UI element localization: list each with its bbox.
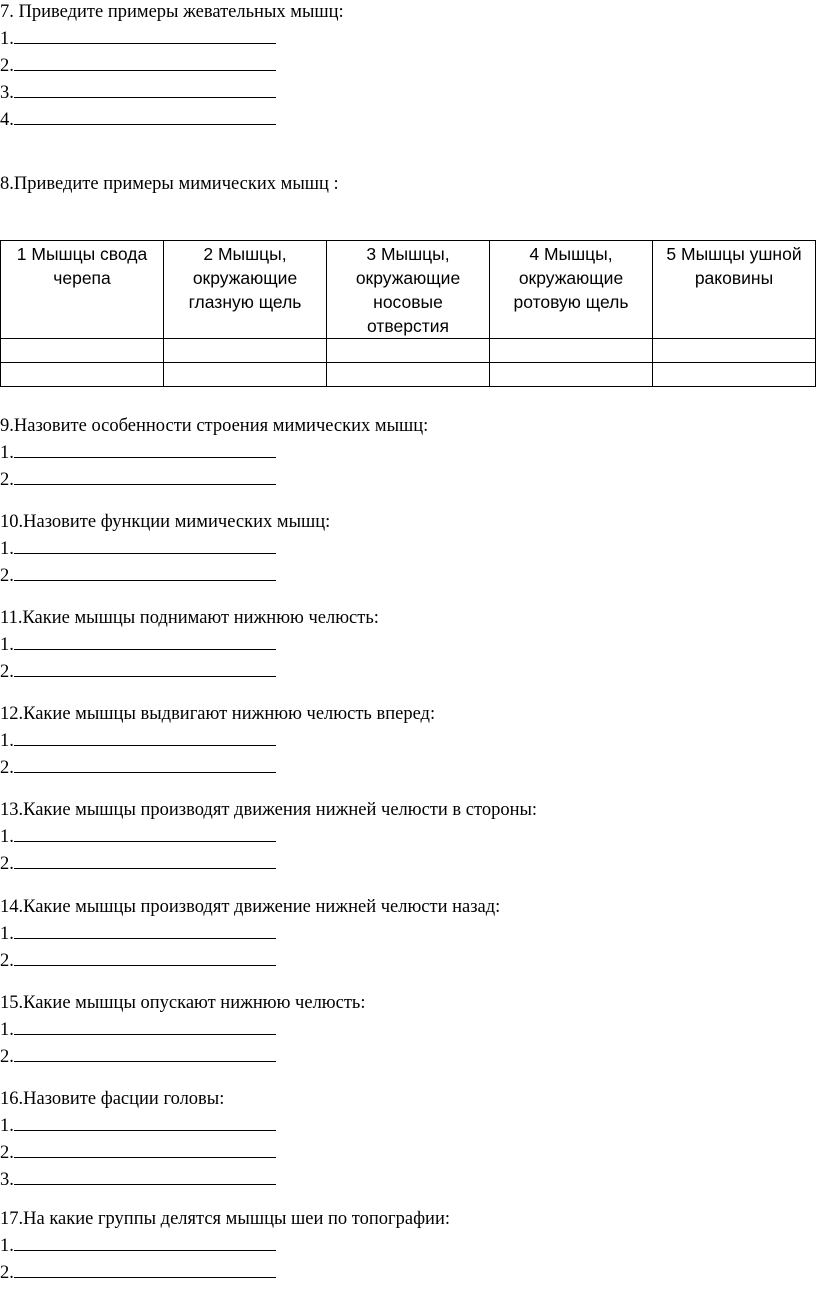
table-cell[interactable]: [164, 339, 327, 363]
question-9: [0, 414, 428, 492]
answer-line[interactable]: 1.: [0, 919, 500, 946]
answer-line[interactable]: 2.: [0, 561, 330, 588]
table-header-cell: 3 Мышцы, окружающие носовые отверстия: [327, 241, 490, 339]
mimic-muscles-table: [0, 240, 816, 387]
answer-line[interactable]: 1.: [0, 822, 537, 849]
answer-line[interactable]: 2.: [0, 946, 500, 973]
answer-line[interactable]: 2.: [0, 1258, 450, 1285]
table-cell[interactable]: [327, 339, 490, 363]
answer-line[interactable]: 3.: [0, 1165, 276, 1192]
question-15-title: 15.Какие мышцы опускают нижнюю челюсть:: [0, 993, 366, 1013]
table-cell[interactable]: [327, 363, 490, 387]
answer-line[interactable]: 2.: [0, 465, 428, 492]
answer-line[interactable]: 1.: [0, 1111, 276, 1138]
table-cell[interactable]: [490, 339, 653, 363]
table-cell[interactable]: [164, 363, 327, 387]
question-12: [0, 702, 435, 780]
table-cell[interactable]: [1, 363, 164, 387]
answer-line[interactable]: 2.: [0, 657, 379, 684]
question-10-title: 10.Назовите функции мимических мышц:: [0, 512, 331, 532]
question-7: [0, 0, 344, 132]
question-11: [0, 606, 379, 684]
answer-line[interactable]: 1.: [0, 726, 435, 753]
table-cell[interactable]: [1, 339, 164, 363]
question-14: [0, 895, 500, 973]
question-17: [0, 1207, 450, 1285]
answer-line[interactable]: 2.: [0, 1138, 276, 1165]
table-header-row: [1, 241, 816, 339]
table-row: [1, 339, 816, 363]
question-8: [0, 172, 339, 196]
question-16-title: 16.Назовите фасции головы:: [0, 1089, 225, 1109]
table-row: [1, 363, 816, 387]
answer-line[interactable]: 1.: [0, 1231, 450, 1258]
answer-line[interactable]: 2.: [0, 51, 344, 78]
table-header-cell: 4 Мышцы, окружающие ротовую щель: [490, 241, 653, 339]
answer-line[interactable]: 1.: [0, 1015, 366, 1042]
question-13-title: 13.Какие мышцы производят движения нижней челюсти в стороны:: [0, 800, 538, 820]
question-14-title: 14.Какие мышцы производят движение нижней челюсти назад:: [0, 897, 501, 917]
answer-line[interactable]: 2.: [0, 753, 435, 780]
answer-line[interactable]: 2.: [0, 1042, 366, 1069]
question-9-title: 9.Назовите особенности строения мимических мышц:: [0, 416, 429, 436]
table-header-cell: 5 Мышцы ушной раковины: [653, 241, 816, 339]
answer-line[interactable]: 2.: [0, 849, 537, 876]
answer-line[interactable]: 1.: [0, 630, 379, 657]
question-17-title: 17.На какие группы делятся мышцы шеи по топографии:: [0, 1209, 450, 1229]
question-13: [0, 798, 537, 876]
table-header-cell: 2 Мышцы, окружающие глазную щель: [164, 241, 327, 339]
table-cell[interactable]: [653, 339, 816, 363]
answer-line[interactable]: 1.: [0, 438, 428, 465]
question-12-title: 12.Какие мышцы выдвигают нижнюю челюсть вперед:: [0, 704, 436, 724]
question-10: [0, 510, 330, 588]
table-header-cell: 1 Мышцы свода черепа: [1, 241, 164, 339]
table-cell[interactable]: [653, 363, 816, 387]
answer-line[interactable]: 4.: [0, 105, 344, 132]
table-cell[interactable]: [490, 363, 653, 387]
answer-line[interactable]: 1.: [0, 24, 344, 51]
question-15: [0, 991, 366, 1069]
question-11-title: 11.Какие мышцы поднимают нижнюю челюсть:: [0, 608, 379, 628]
question-8-title: 8.Приведите примеры мимических мышц :: [0, 174, 339, 194]
answer-line[interactable]: 1.: [0, 534, 330, 561]
question-16: [0, 1087, 276, 1192]
question-7-title: 7. Приведите примеры жевательных мышц:: [0, 2, 344, 22]
answer-line[interactable]: 3.: [0, 78, 344, 105]
